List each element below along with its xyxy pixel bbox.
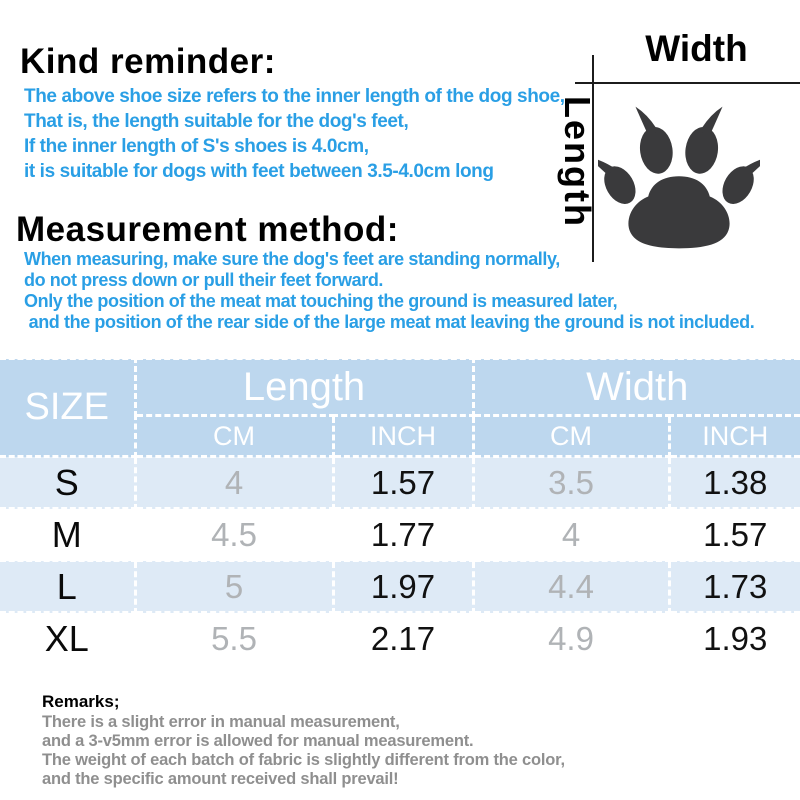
size-table [0, 357, 800, 663]
table-row [0, 561, 800, 613]
dog-paw-icon [598, 92, 760, 254]
length-cm-cell: 5.5 [135, 613, 333, 664]
width-inch-cell: 1.38 [669, 457, 800, 509]
measurement-line: When measuring, make sure the dog's feet are standing normally, [24, 249, 560, 269]
header-width-inch: INCH [669, 416, 800, 457]
reminder-line: it is suitable for dogs with feet between 3.5-4.0cm long [24, 161, 494, 182]
size-cell: L [0, 561, 135, 613]
length-axis-label: Length [557, 96, 598, 228]
remarks-title: Remarks; [42, 692, 120, 711]
header-length: Length [135, 359, 473, 416]
width-cm-cell: 3.5 [473, 457, 669, 509]
width-cm-cell: 4.9 [473, 613, 669, 664]
table-row [0, 613, 800, 664]
measurement-line: Only the position of the meat mat touching the ground is measured later, [24, 291, 618, 311]
kind-reminder-title: Kind reminder: [20, 42, 276, 81]
length-cm-cell: 4 [135, 457, 333, 509]
reminder-line: That is, the length suitable for the dog's feet, [24, 111, 409, 132]
size-cell: S [0, 457, 135, 509]
measurement-line: and the position of the rear side of the large meat mat leaving the ground is not included. [24, 312, 755, 332]
header-width: Width [473, 359, 800, 416]
measurement-method-title: Measurement method: [16, 210, 399, 249]
header-size: SIZE [0, 359, 135, 457]
width-axis-line [575, 82, 800, 84]
remarks-line: There is a slight error in manual measurement, [42, 713, 400, 731]
kind-reminder-text [24, 84, 565, 184]
width-inch-cell: 1.57 [669, 509, 800, 561]
length-inch-cell: 1.77 [333, 509, 473, 561]
remarks-line: The weight of each batch of fabric is slightly different from the color, [42, 751, 565, 769]
width-inch-cell: 1.73 [669, 561, 800, 613]
width-cm-cell: 4.4 [473, 561, 669, 613]
header-length-cm: CM [135, 416, 333, 457]
width-cm-cell: 4 [473, 509, 669, 561]
header-length-inch: INCH [333, 416, 473, 457]
size-cell: M [0, 509, 135, 561]
length-cm-cell: 5 [135, 561, 333, 613]
reminder-line: The above shoe size refers to the inner length of the dog shoe, [24, 86, 565, 107]
width-inch-cell: 1.93 [669, 613, 800, 664]
remarks-line: and the specific amount received shall prevail! [42, 770, 399, 788]
remarks-text [42, 713, 565, 789]
length-inch-cell: 2.17 [333, 613, 473, 664]
reminder-line: If the inner length of S's shoes is 4.0cm, [24, 136, 369, 157]
length-inch-cell: 1.57 [333, 457, 473, 509]
table-row [0, 509, 800, 561]
remarks-line: and a 3-v5mm error is allowed for manual measurement. [42, 732, 474, 750]
length-inch-cell: 1.97 [333, 561, 473, 613]
length-cm-cell: 4.5 [135, 509, 333, 561]
size-cell: XL [0, 613, 135, 664]
table-header-row [0, 359, 800, 416]
header-width-cm: CM [473, 416, 669, 457]
table-row [0, 457, 800, 509]
measurement-line: do not press down or pull their feet forward. [24, 270, 384, 290]
measurement-method-text [24, 249, 754, 333]
remarks-section [42, 692, 565, 789]
width-axis-label: Width [645, 28, 748, 69]
